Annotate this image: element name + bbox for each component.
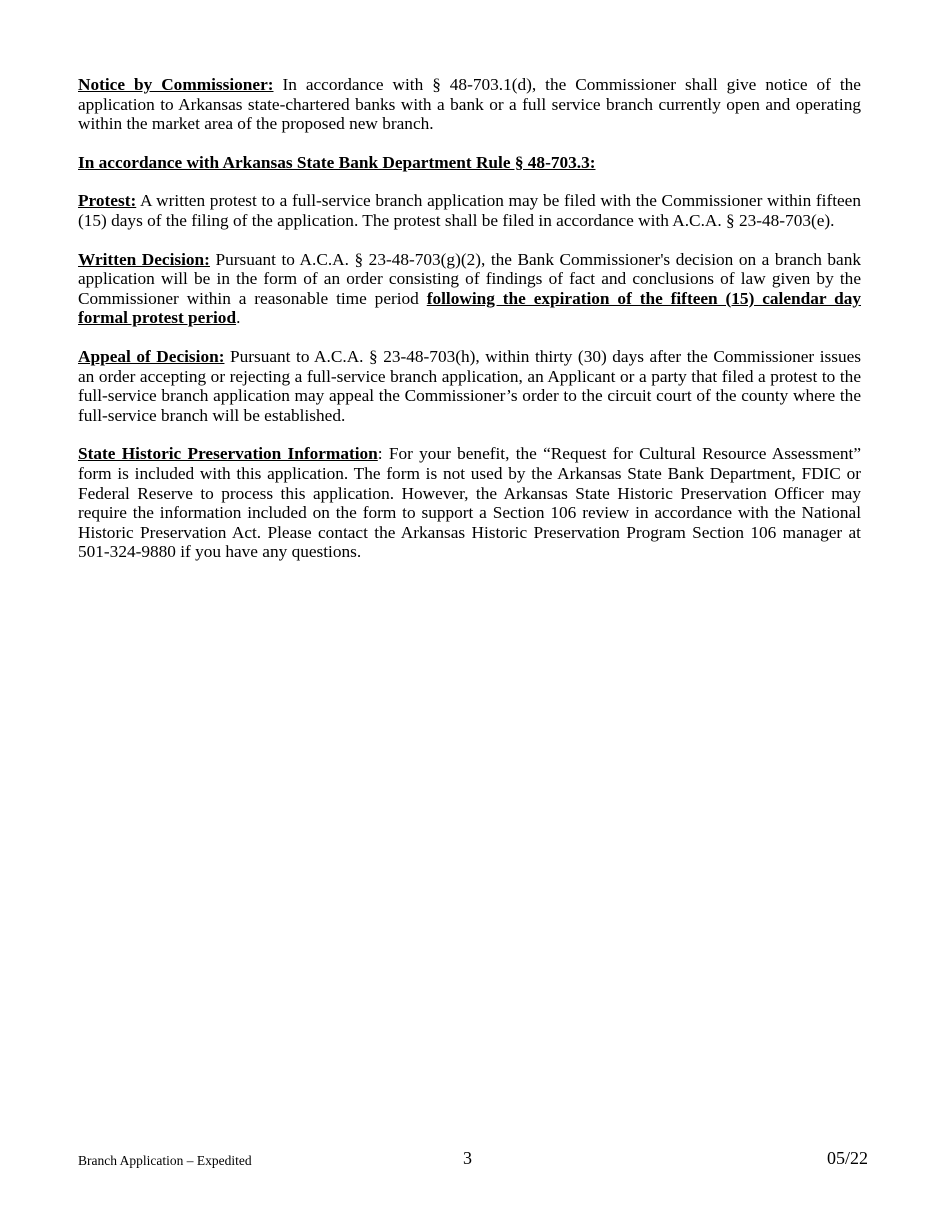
notice-text: In accordance with § 48-703.1(d), the Commissioner shall give notice of the application to Arkansas state-chartered banks with a bank or a full service branch currently open and operating within the market area of the proposed new branch. — [78, 75, 861, 134]
footer-revision-date: 05/22 — [827, 1148, 869, 1168]
written-decision-text: Pursuant to A.C.A. § 23-48-703(g)(2), the Bank Commissioner's decision on a branch bank application will be in the form of an order consisting of findings of fact and conclusions of law given by the Commissioner within a reasonable time period — [78, 249, 861, 308]
protest-label: Protest: — [78, 191, 137, 211]
page-footer — [0, 1148, 950, 1172]
historic-text: : For your benefit, the “Request for Cultural Resource Assessment” form is included with this application. The form is not used by the Arkansas State Bank Department, FDIC or Federal Reserve to process this application. However, the Arkansas State Historic Preservation Officer may require the information included on the form to support a Section 106 review in accordance with the National Historic Preservation Act. Please contact the Arkansas Historic Preservation Program Section 106 manager at 501-324-9880 if you have any questions. — [78, 444, 861, 562]
document-page — [78, 75, 861, 581]
historic-paragraph — [78, 444, 861, 562]
appeal-text: Pursuant to A.C.A. § 23-48-703(h), within thirty (30) days after the Commissioner issues an order accepting or rejecting a full-service branch application, an Applicant or a party that filed a protest to the full-service branch application may appeal the Commissioner’s order to the circuit court of the county where the full-service branch will be established. — [78, 346, 861, 425]
written-decision-label: Written Decision: — [78, 249, 210, 269]
footer-form-name: Branch Application – Expedited — [78, 1153, 252, 1168]
protest-paragraph — [78, 191, 861, 230]
protest-text: A written protest to a full-service branch application may be filed with the Commissioner within fifteen (15) days of the filing of the application. The protest shall be filed in accordance with A.C.A. § 23-48-703(e). — [78, 191, 861, 230]
notice-label: Notice by Commissioner: — [78, 75, 274, 94]
written-decision-emphasis: following the expiration of the fifteen (15) calendar day formal protest period — [78, 288, 861, 328]
historic-label: State Historic Preservation Information — [78, 444, 378, 464]
footer-page-number: 3 — [463, 1148, 472, 1168]
rule-heading: In accordance with Arkansas State Bank Department Rule § 48-703.3: — [78, 152, 596, 172]
appeal-label: Appeal of Decision: — [78, 346, 225, 366]
written-decision-end: . — [236, 308, 241, 328]
written-decision-paragraph — [78, 250, 861, 328]
notice-paragraph — [78, 75, 861, 134]
appeal-paragraph — [78, 347, 861, 425]
